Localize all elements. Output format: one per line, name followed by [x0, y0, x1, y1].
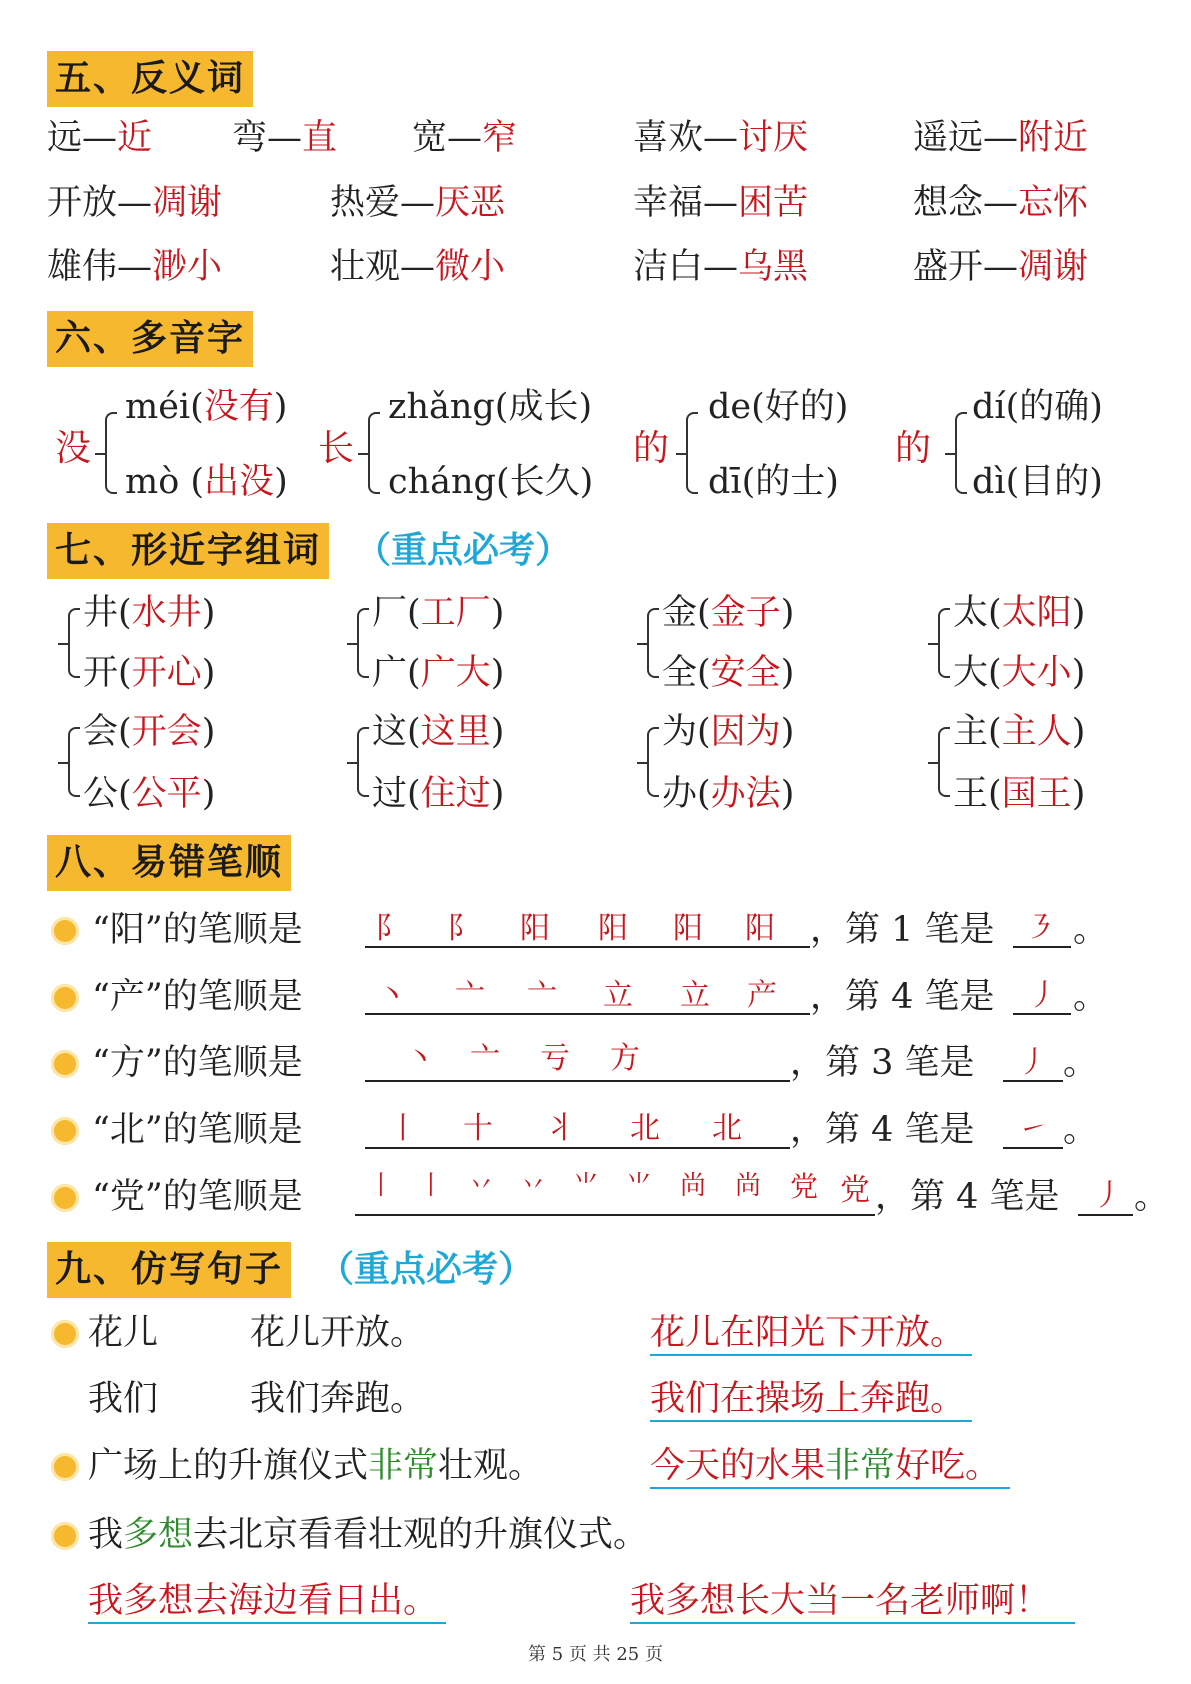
similar-char-item: 大(大小)	[953, 653, 1086, 693]
period: 。	[1073, 977, 1109, 1017]
polyphone-char: 没	[55, 428, 92, 469]
sentence-answer: 今天的水果非常好吃。	[650, 1446, 1001, 1486]
stroke-step: 北	[630, 1111, 660, 1146]
stroke-step: 丨	[418, 1171, 445, 1201]
bullet-icon	[51, 1522, 79, 1550]
antonym-pair: 洁白—乌黑	[633, 247, 809, 287]
stroke-step: 立	[603, 978, 633, 1013]
similar-char-item: 王(国王)	[953, 774, 1086, 814]
stroke-answer: 丿	[1018, 1045, 1048, 1080]
stroke-step: 尚	[680, 1171, 707, 1201]
answer-underline	[650, 1487, 1010, 1489]
stroke-question: “方”的笔顺是	[92, 1043, 303, 1083]
stroke-question-mid: ，第 1 笔是	[810, 910, 995, 950]
antonym-pair: 喜欢—讨厌	[633, 118, 809, 158]
antonym-pair: 宽—窄	[412, 118, 518, 158]
stroke-step: 阳	[520, 911, 550, 946]
section-6-title: 六、多音字	[47, 311, 253, 367]
similar-char-item: 为(因为)	[662, 712, 795, 752]
stroke-step: 党	[790, 1170, 819, 1203]
stroke-step: 丬	[545, 1111, 575, 1146]
section-5-title: 五、反义词	[47, 51, 253, 107]
sentence-answer: 我多想长大当一名老师啊！	[630, 1581, 1051, 1621]
stroke-answer: ㇋	[1025, 911, 1055, 946]
answer-line	[365, 1147, 790, 1149]
answer-underline	[650, 1420, 972, 1422]
antonym-pair: 热爱—厌恶	[330, 183, 506, 223]
similar-char-item: 公(公平)	[83, 774, 216, 814]
similar-char-item: 全(安全)	[662, 653, 795, 693]
sentence-subject: 我们	[88, 1379, 159, 1419]
bullet-icon	[51, 1050, 79, 1078]
stroke-step: 尚	[735, 1171, 762, 1201]
antonym-pair: 盛开—凋谢	[913, 247, 1089, 287]
antonym-pair: 壮观—微小	[330, 247, 506, 287]
similar-char-item: 开(开心)	[83, 653, 216, 693]
similar-char-item: 会(开会)	[83, 712, 216, 752]
brace	[686, 412, 698, 494]
stroke-step: 立	[680, 978, 710, 1013]
answer-underline	[630, 1622, 1075, 1624]
antonym-pair: 遥远—附近	[913, 118, 1089, 158]
antonym-pair: 雄伟—渺小	[47, 247, 223, 287]
polyphone-reading: dī(的士)	[708, 462, 839, 502]
similar-char-item: 这(这里)	[372, 712, 505, 752]
stroke-step: ⺌	[626, 1171, 653, 1201]
sentence-example: 花儿开放。	[250, 1313, 426, 1353]
stroke-step: 丷	[520, 1171, 547, 1201]
similar-char-item: 太(太阳)	[953, 593, 1086, 633]
bullet-icon	[51, 917, 79, 945]
stroke-step: 阝	[447, 911, 477, 946]
similar-char-item: 厂(工厂)	[372, 593, 505, 633]
bullet-icon	[51, 1453, 79, 1481]
polyphone-reading: cháng(长久)	[388, 462, 594, 502]
stroke-step: 亠	[455, 978, 485, 1013]
antonym-pair: 弯—直	[232, 118, 338, 158]
answer-underline	[650, 1354, 972, 1356]
section-9-note: （重点必考）	[318, 1249, 535, 1290]
stroke-step: 亠	[470, 1041, 500, 1076]
brace	[105, 412, 117, 494]
polyphone-reading: dì(目的)	[972, 462, 1103, 502]
stroke-step: 丷	[468, 1171, 495, 1201]
similar-char-item: 主(主人)	[953, 712, 1086, 752]
sentence-example: 广场上的升旗仪式非常壮观。	[88, 1446, 544, 1486]
brace	[938, 608, 950, 678]
answer-line	[365, 946, 810, 948]
bullet-icon	[51, 984, 79, 1012]
brace	[357, 608, 369, 678]
brace	[68, 727, 80, 797]
polyphone-char: 长	[318, 428, 355, 469]
section-7-title: 七、形近字组词	[47, 523, 329, 579]
polyphone-char: 的	[633, 428, 670, 469]
similar-char-item: 办(办法)	[662, 774, 795, 814]
period: 。	[1063, 1043, 1099, 1083]
stroke-question-mid: ，第 4 笔是	[875, 1177, 1060, 1217]
stroke-step: 北	[712, 1111, 742, 1146]
stroke-answer: 丿	[1028, 978, 1058, 1013]
polyphone-reading: mò (出没)	[125, 462, 288, 502]
antonym-pair: 想念—忘怀	[913, 183, 1089, 223]
answer-line	[355, 1214, 875, 1216]
sentence-example: 我们奔跑。	[250, 1379, 426, 1419]
polyphone-reading: de(好的)	[708, 387, 849, 427]
stroke-step: ⺌	[573, 1171, 600, 1201]
period: 。	[1063, 1110, 1099, 1150]
answer-line	[365, 1013, 810, 1015]
section-8-title: 八、易错笔顺	[47, 835, 291, 891]
antonym-pair: 开放—凋谢	[47, 183, 223, 223]
stroke-step: 丨	[368, 1171, 395, 1201]
answer-line	[365, 1080, 790, 1082]
stroke-step: 丨	[388, 1111, 418, 1146]
stroke-step: 阳	[598, 911, 628, 946]
stroke-step: 阳	[745, 911, 775, 946]
stroke-question: “北”的笔顺是	[92, 1110, 303, 1150]
similar-char-item: 井(水井)	[83, 593, 216, 633]
answer-line	[1078, 1214, 1133, 1216]
sentence-answer: 我们在操场上奔跑。	[650, 1379, 966, 1419]
stroke-question: “阳”的笔顺是	[92, 910, 303, 950]
antonym-pair: 远—近	[47, 118, 153, 158]
stroke-step: 方	[610, 1041, 640, 1076]
stroke-answer: 丿	[1093, 1178, 1123, 1213]
section-7-note: （重点必考）	[355, 530, 572, 571]
brace	[68, 608, 80, 678]
stroke-step: 丶	[377, 978, 407, 1013]
polyphone-reading: dí(的确)	[972, 387, 1103, 427]
brace	[368, 412, 380, 494]
stroke-answer: ㇀	[1018, 1112, 1048, 1147]
stroke-question: “党”的笔顺是	[92, 1177, 303, 1217]
brace	[647, 608, 659, 678]
stroke-step: 十	[463, 1111, 493, 1146]
brace	[357, 727, 369, 797]
stroke-step: 产	[747, 978, 777, 1013]
polyphone-reading: méi(没有)	[125, 387, 288, 427]
sentence-example: 我多想去北京看看壮观的升旗仪式。	[88, 1515, 649, 1555]
brace	[955, 412, 967, 494]
bullet-icon	[51, 1184, 79, 1212]
polyphone-char: 的	[895, 428, 932, 469]
antonym-pair: 幸福—困苦	[633, 183, 809, 223]
answer-underline	[88, 1622, 446, 1624]
polyphone-reading: zhǎng(成长)	[388, 387, 593, 427]
stroke-step: 亏	[540, 1041, 570, 1076]
stroke-question: “产”的笔顺是	[92, 977, 303, 1017]
similar-char-item: 广(广大)	[372, 653, 505, 693]
stroke-question-mid: ，第 4 笔是	[790, 1110, 975, 1150]
similar-char-item: 过(住过)	[372, 774, 505, 814]
brace	[938, 727, 950, 797]
sentence-answer: 我多想去海边看日出。	[88, 1581, 439, 1621]
stroke-step: 阳	[673, 911, 703, 946]
similar-char-item: 金(金子)	[662, 593, 795, 633]
bullet-icon	[51, 1320, 79, 1348]
stroke-step: 丶	[405, 1041, 435, 1076]
section-9-title: 九、仿写句子	[47, 1242, 291, 1298]
page-footer: 第 5 页 共 25 页	[528, 1644, 663, 1665]
sentence-subject: 花儿	[88, 1313, 159, 1353]
bullet-icon	[51, 1117, 79, 1145]
stroke-step: 党	[840, 1173, 870, 1208]
stroke-question-mid: ，第 3 笔是	[790, 1043, 975, 1083]
brace	[647, 727, 659, 797]
stroke-step: 阝	[375, 911, 405, 946]
stroke-question-mid: ，第 4 笔是	[810, 977, 995, 1017]
stroke-step: 亠	[527, 978, 557, 1013]
period: 。	[1134, 1177, 1170, 1217]
sentence-answer: 花儿在阳光下开放。	[650, 1313, 966, 1353]
period: 。	[1073, 910, 1109, 950]
